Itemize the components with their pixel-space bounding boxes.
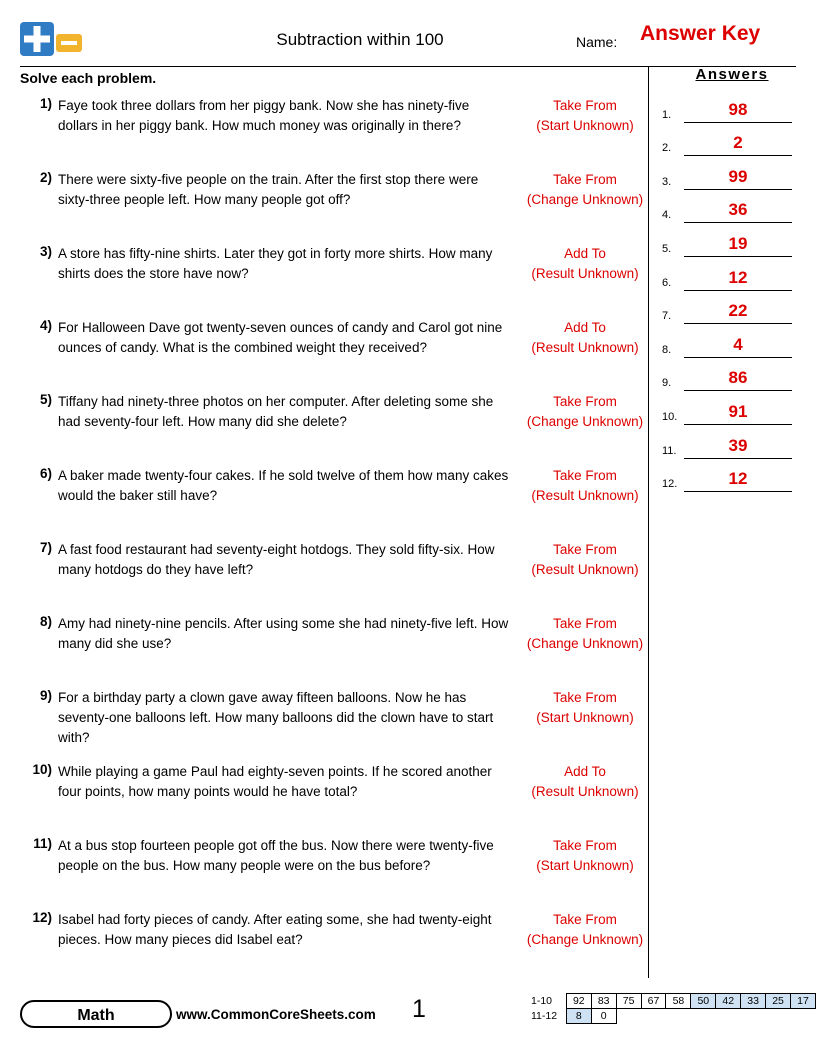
problem-text: At a bus stop fourteen people got off the bus. Now there were twenty-five people on the bus. How many people were on the bus before? <box>58 838 494 873</box>
answer-value: 99 <box>728 166 748 186</box>
problem-item <box>20 392 644 444</box>
answer-index: 10. <box>662 410 678 423</box>
answer-row <box>662 190 802 224</box>
problem-type: Take From (Change Unknown) <box>526 394 644 429</box>
problem-item <box>20 688 640 745</box>
problem-number: 6) <box>39 466 52 481</box>
answer-value: 22 <box>728 301 748 321</box>
problem-item <box>20 614 644 666</box>
problem-type: Add To (Result Unknown) <box>531 764 639 799</box>
problem-number: 9) <box>39 688 52 703</box>
problem-number: 1) <box>39 96 52 111</box>
problem-text: A fast food restaurant had seventy-eight hotdogs. They sold fifty-six. How many hotdogs do they have left? <box>58 542 495 577</box>
score-row <box>530 1009 816 1024</box>
problem-text: There were sixty-five people on the train. After the first stop there were sixty-three people left. How many people got off? <box>58 172 479 207</box>
problem-text: For a birthday party a clown gave away fifteen balloons. Now he has seventy-one balloons left. How many balloons did the clown have to start with? <box>58 690 494 745</box>
problem-text: While playing a game Paul had eighty-seven points. If he scored another four points, how many points would he have total? <box>58 764 492 799</box>
problem-item <box>20 244 640 296</box>
answer-index: 11. <box>662 444 677 457</box>
problem-type: Add To (Result Unknown) <box>531 320 639 355</box>
problem-text: Amy had ninety-nine pencils. After using some she had ninety-five left. How many did she use? <box>58 616 509 651</box>
score-cell: 33 <box>741 994 766 1009</box>
problem-text: For Halloween Dave got twenty-seven ounces of candy and Carol got nine ounces of candy. What is the combined weight they received? <box>58 320 503 355</box>
answer-row <box>662 123 802 157</box>
answer-row <box>662 391 802 425</box>
answer-value: 12 <box>728 267 748 287</box>
page-title: Subtraction within 100 <box>276 30 444 49</box>
answer-row <box>662 89 802 123</box>
answers-column <box>662 66 802 492</box>
worksheet-header <box>20 22 796 64</box>
problem-type: Take From (Start Unknown) <box>536 98 634 133</box>
score-cell-empty <box>716 1009 741 1024</box>
problem-type: Take From (Change Unknown) <box>526 912 644 947</box>
problem-number: 3) <box>39 244 52 259</box>
problem-number: 5) <box>39 392 52 407</box>
website-label: www.CommonCoreSheets.com <box>176 1007 376 1022</box>
answer-key-label: Answer Key <box>640 22 761 45</box>
score-table <box>530 993 816 1024</box>
score-row-label: 1-10 <box>531 995 553 1007</box>
problem-list <box>20 96 644 984</box>
answer-value: 36 <box>728 200 748 220</box>
problem-item <box>20 762 640 814</box>
score-cell: 0 <box>591 1009 616 1024</box>
problem-item <box>20 836 640 888</box>
instructions: Solve each problem. <box>20 70 157 86</box>
problem-number: 12) <box>32 910 52 925</box>
problem-type: Take From (Start Unknown) <box>536 838 634 873</box>
score-cell-empty <box>641 1009 666 1024</box>
score-cell-empty <box>741 1009 766 1024</box>
answer-value: 19 <box>728 233 748 253</box>
problem-text: Isabel had forty pieces of candy. After eating some, she had twenty-eight pieces. How many pieces did Isabel eat? <box>58 912 492 947</box>
problem-type: Take From (Change Unknown) <box>526 172 644 207</box>
answer-value: 4 <box>733 334 743 354</box>
score-row <box>530 994 816 1009</box>
answer-index: 8. <box>662 343 672 356</box>
problem-number: 10) <box>32 762 52 777</box>
problem-text: Tiffany had ninety-three photos on her computer. After deleting some she had seventy-four left. How many did she delete? <box>58 394 494 429</box>
score-cell: 58 <box>666 994 691 1009</box>
score-cell: 92 <box>566 994 591 1009</box>
score-cell-empty <box>766 1009 791 1024</box>
score-cell: 75 <box>616 994 641 1009</box>
answer-value: 12 <box>728 469 748 489</box>
answer-value: 91 <box>728 401 748 421</box>
problem-number: 7) <box>39 540 52 555</box>
problem-item <box>20 170 644 222</box>
problem-type: Take From (Change Unknown) <box>526 616 644 651</box>
answer-row <box>662 156 802 190</box>
answer-value: 39 <box>728 435 748 455</box>
score-cell: 83 <box>591 994 616 1009</box>
answers-title: Answers <box>695 66 769 83</box>
answer-index: 9. <box>662 377 672 390</box>
name-label: Name: <box>576 34 618 50</box>
answer-row <box>662 257 802 291</box>
answer-value: 86 <box>728 368 748 388</box>
problem-item <box>20 96 640 148</box>
problem-type: Take From (Result Unknown) <box>531 468 639 503</box>
answer-index: 2. <box>662 142 672 155</box>
score-cell: 8 <box>566 1009 591 1024</box>
answer-row <box>662 291 802 325</box>
problem-text: A store has fifty-nine shirts. Later they got in forty more shirts. How many shirts does the store have now? <box>58 246 493 281</box>
problem-type: Take From (Result Unknown) <box>531 542 639 577</box>
score-cell: 42 <box>716 994 741 1009</box>
subject-badge: Math <box>20 1000 172 1028</box>
score-cell: 67 <box>641 994 666 1009</box>
answer-row <box>662 223 802 257</box>
problem-type: Take From (Start Unknown) <box>536 690 634 725</box>
problem-text: A baker made twenty-four cakes. If he sold twelve of them how many cakes would the baker still have? <box>58 468 509 503</box>
problem-item <box>20 540 640 592</box>
page-number: 1 <box>412 995 426 1023</box>
score-cell-empty <box>790 1009 815 1024</box>
problem-number: 4) <box>39 318 52 333</box>
answer-row <box>662 459 802 493</box>
score-cell: 25 <box>766 994 791 1009</box>
math-plus-minus-logo <box>20 22 84 56</box>
score-cell-empty <box>691 1009 716 1024</box>
problem-item <box>20 466 640 518</box>
score-row-label: 11-12 <box>531 1010 558 1022</box>
problem-type: Add To (Result Unknown) <box>531 246 639 281</box>
answer-row <box>662 358 802 392</box>
answer-index: 5. <box>662 242 672 255</box>
problem-number: 2) <box>39 170 52 185</box>
problem-number: 11) <box>33 836 52 851</box>
answer-row <box>662 425 802 459</box>
problem-text: Faye took three dollars from her piggy bank. Now she has ninety-five dollars in her piggy bank. How much money was originally in there? <box>58 98 470 133</box>
answer-row <box>662 324 802 358</box>
answer-value: 98 <box>728 99 748 119</box>
score-cell: 17 <box>790 994 815 1009</box>
score-cell-empty <box>616 1009 641 1024</box>
score-cell: 50 <box>691 994 716 1009</box>
answer-index: 1. <box>662 108 672 121</box>
answer-value: 2 <box>733 133 743 153</box>
answer-index: 3. <box>662 175 672 188</box>
answer-index: 6. <box>662 276 672 289</box>
answer-index: 4. <box>662 209 672 222</box>
answer-index: 7. <box>662 310 672 323</box>
answer-index: 12. <box>662 478 678 491</box>
problem-number: 8) <box>39 614 52 629</box>
problem-item <box>20 910 644 962</box>
problem-item <box>20 318 640 370</box>
score-cell-empty <box>666 1009 691 1024</box>
